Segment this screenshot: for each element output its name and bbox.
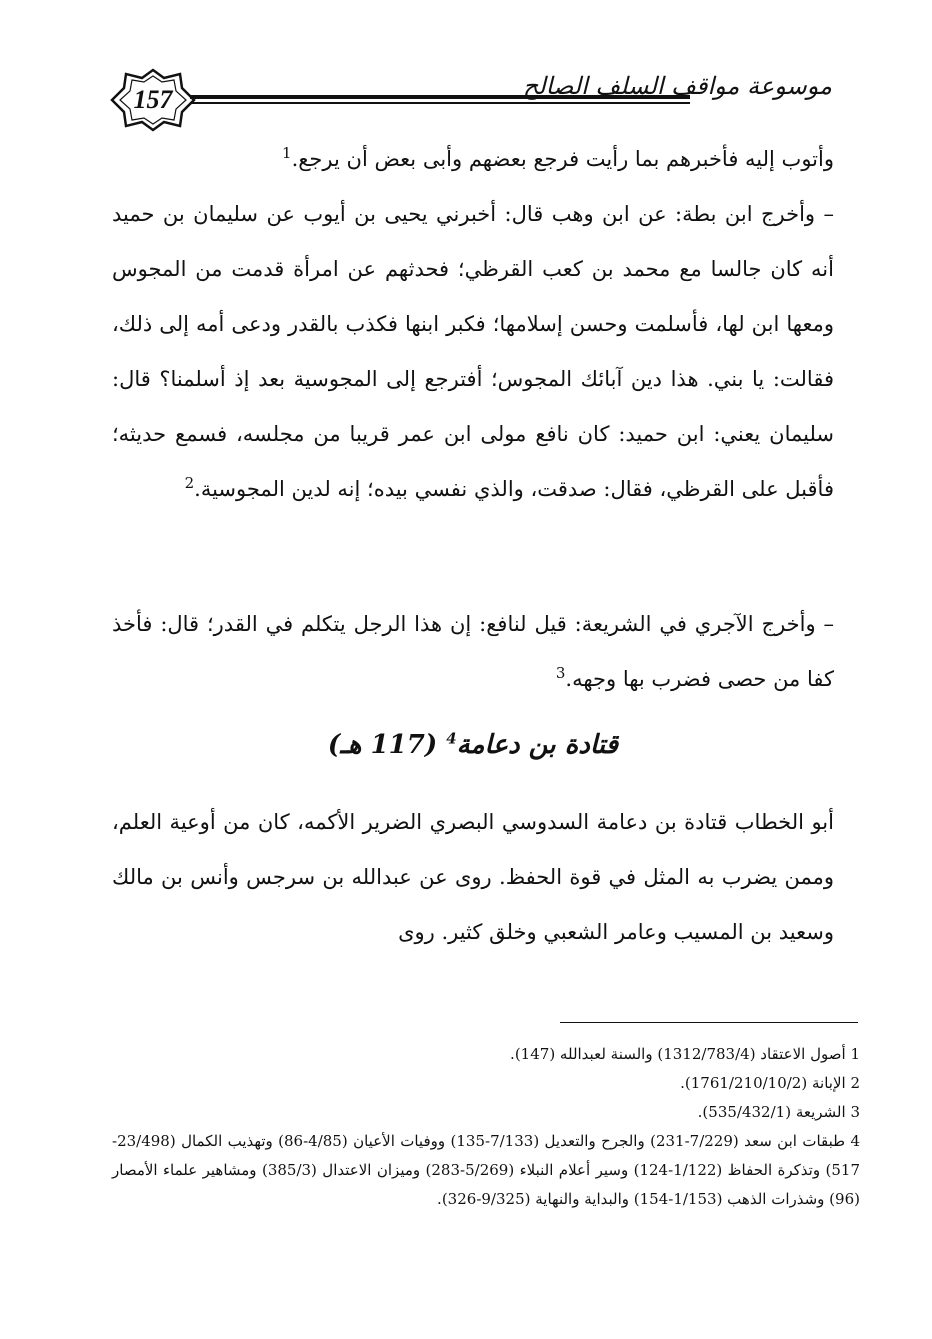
footnote-ref-2: 2: [184, 474, 195, 492]
footnote-ref-1: 1: [282, 144, 292, 162]
section-paragraph: أبو الخطاب قتادة بن دعامة السدوسي البصري الضرير الأكمه، كان من أوعية العلم، وممن يضرب به المثل في قوة الحفظ. روى عن عبدالله بن سرجس وأنس بن مالك وسعيد بن المسيب وعامر الشعبي وخلق كثير. روى: [112, 810, 834, 944]
section-heading: [112, 730, 834, 760]
page-number: 157: [133, 85, 173, 114]
page-header: [110, 68, 832, 132]
footnotes: [112, 1040, 860, 1214]
footnote-2: 2 الإبانة (1761/210/10/2).: [680, 1074, 860, 1092]
footnote-1: 1 أصول الاعتقاد (1312/783/4) والسنة لعبدالله (147).: [510, 1045, 860, 1063]
footnote-ref-4: 4: [446, 729, 457, 748]
footnote-separator: [560, 1022, 858, 1023]
paragraph-2: – وأخرج ابن بطة: عن ابن وهب قال: أخبرني يحيى بن أيوب عن سليمان بن حميد أنه كان جالسا مع محمد بن كعب القرظي؛ فحدثهم عن امرأة قدمت من المجوس ومعها ابن لها، فأسلمت وحسن إسلامها؛ فكبر ابنها فكذب بالقدر ودعى أمه إلى ذلك، فقالت: يا بني. هذا دين آبائك المجوس؛ أفترجع إلى المجوسية بعد إذ أسلمنا؟ قال: سليمان يعني: ابن حميد: كان نافع مولى ابن عمر قريبا من مجلسه، فسمع حديثه؛ فأقبل على القرظي، فقال: صدقت، والذي نفسي بيده؛ إنه لدين المجوسية.$^2$: [112, 202, 834, 501]
footnote-4: 4 طبقات ابن سعد (7/229-231) والجرح والتعديل (7/133-135) ووفيات الأعيان (4/85-86) وتهذيب الكمال (23/498-517) وتذكرة الحفاظ (1/122-124) وسير أعلام النبلاء (5/269-283) وميزان الاعتدال (385/3) ومشاهير علماء الأمصار (96) وشذرات الذهب (1/153-154) والبداية والنهاية (9/325-326).: [112, 1132, 861, 1208]
paragraph-3: – وأخرج الآجري في الشريعة: قيل لنافع: إن هذا الرجل يتكلم في القدر؛ قال: فأخذ كفا من حصى فضرب بها وجهه.$^3$: [112, 612, 834, 691]
section-year: (117 هـ): [327, 730, 438, 760]
paragraph-1: وأتوب إليه فأخبرهم بما رأيت فرجع بعضهم وأبى بعض أن يرجع.$^1$: [282, 144, 834, 171]
footnote-ref-3: 3: [555, 664, 566, 682]
page-number-badge: [110, 68, 196, 132]
section-title: قتادة بن دعامة: [456, 730, 619, 760]
footnote-3: 3 الشريعة (535/432/1).: [697, 1103, 860, 1121]
book-title: موسوعة مواقف السلف الصالح: [522, 72, 832, 100]
